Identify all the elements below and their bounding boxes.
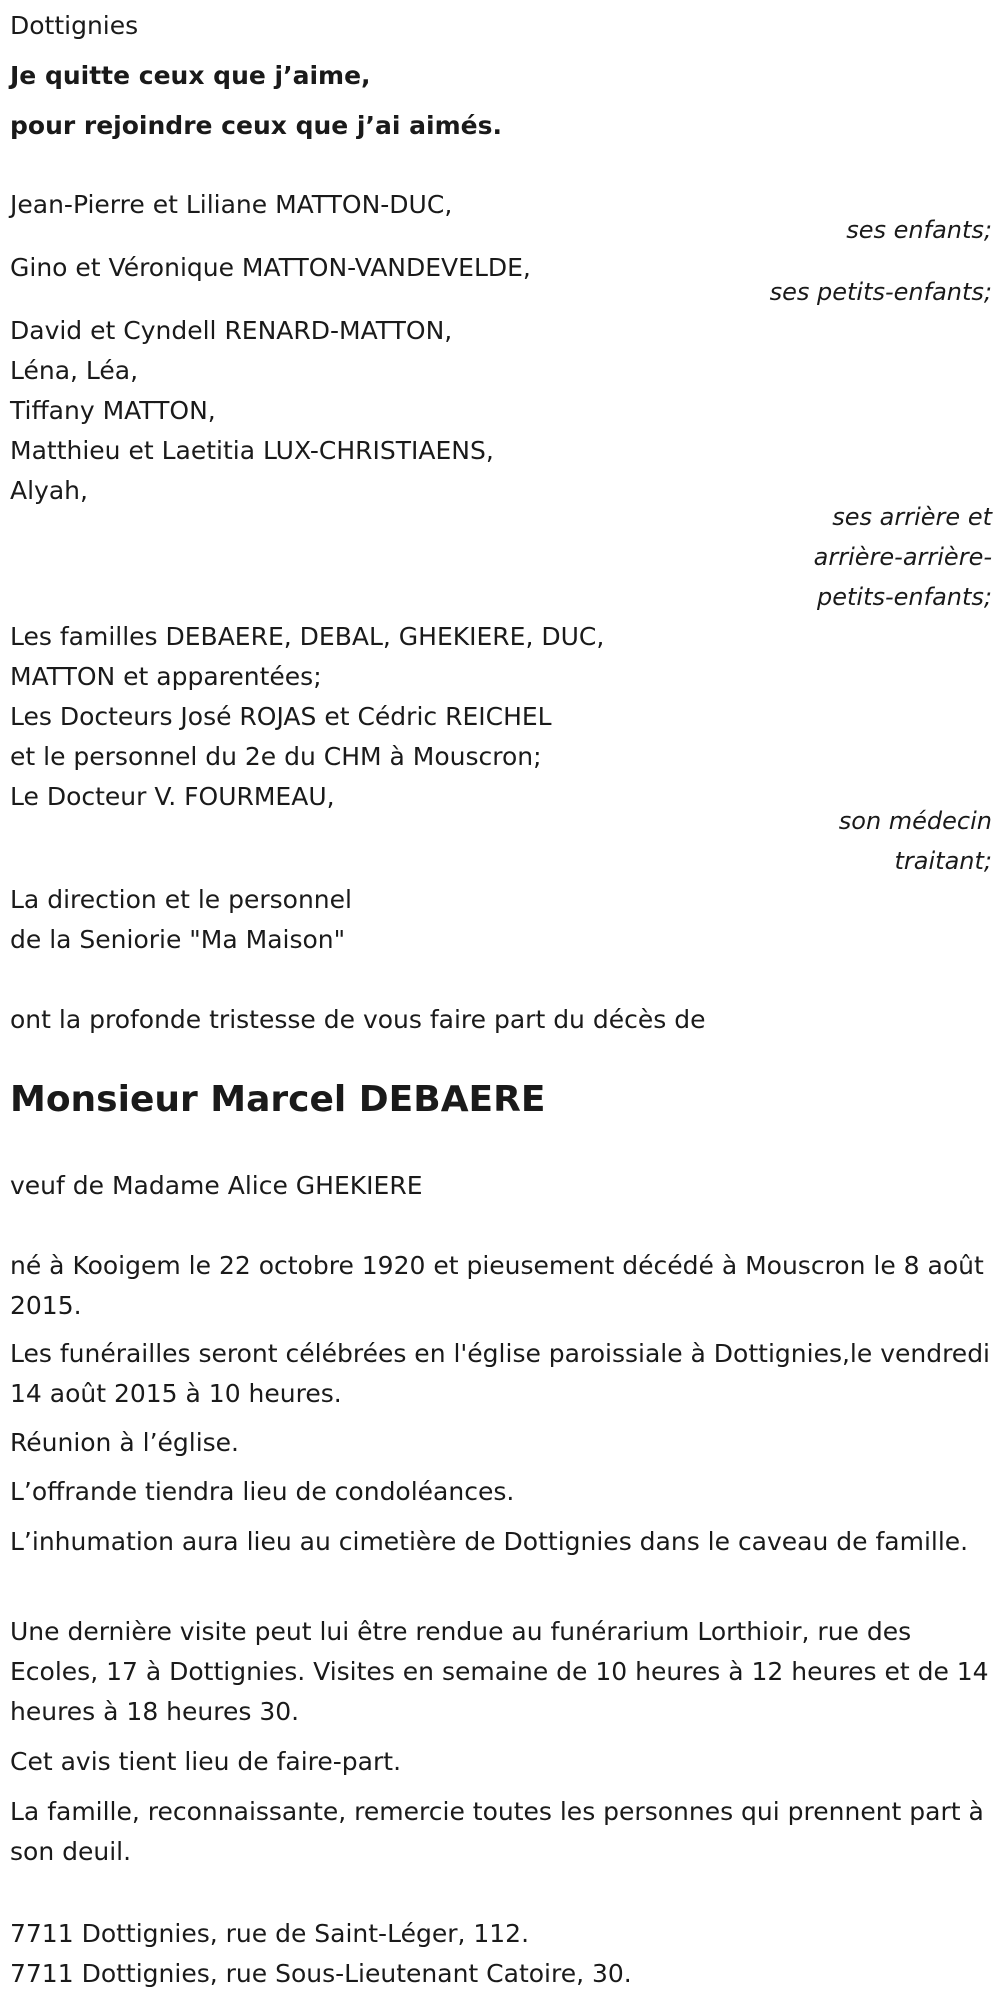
- quote-line-1: Je quitte ceux que j’aime,: [10, 61, 371, 90]
- families-line-1: Les familles DEBAERE, DEBAL, GHEKIERE, DUC,: [10, 622, 605, 651]
- birth-death-paragraph: né à Kooigem le 22 octobre 1920 et pieusement décédé à Mouscron le 8 août 2015.: [10, 1251, 984, 1320]
- widower-line: veuf de Madame Alice GHEKIERE: [10, 1171, 423, 1200]
- great-grandchildren-line-3: Tiffany MATTON,: [10, 396, 216, 425]
- children-names: Jean-Pierre et Liliane MATTON-DUC,: [10, 190, 453, 219]
- great-grandchildren-line-2: Léna, Léa,: [10, 356, 139, 385]
- great-grandchildren-line-5: Alyah,: [10, 476, 88, 505]
- funeral-paragraph: Les funérailles seront célébrées en l'église paroissiale à Dottignies,le vendredi 14 août 2015 à 10 heures.: [10, 1339, 991, 1408]
- doctors-line-1: Les Docteurs José ROJAS et Cédric REICHEL: [10, 702, 552, 731]
- address-line-2: 7711 Dottignies, rue Sous-Lieutenant Catoire, 30.: [10, 1959, 632, 1988]
- thanks-paragraph: La famille, reconnaissante, remercie toutes les personnes qui prennent part à son deuil.: [10, 1797, 984, 1866]
- doctor-name: Le Docteur V. FOURMEAU,: [10, 782, 335, 811]
- doctor-label-2: traitant;: [894, 847, 992, 875]
- great-grandchildren-line-4: Matthieu et Laetitia LUX-CHRISTIAENS,: [10, 436, 494, 465]
- address-line-1: 7711 Dottignies, rue de Saint-Léger, 112.: [10, 1919, 530, 1948]
- great-grandchildren-label-3: petits-enfants;: [817, 583, 992, 611]
- doctors-line-2: et le personnel du 2e du CHM à Mouscron;: [10, 742, 542, 771]
- offering-paragraph: L’offrande tiendra lieu de condoléances.: [10, 1477, 515, 1506]
- visit-paragraph: Une dernière visite peut lui être rendue au funérarium Lorthioir, rue des Ecoles, 17 à Dottignies. Visites en semaine de 10 heures à 12 heures et de 14 heures à 18 heures 30.: [10, 1617, 989, 1726]
- families-line-2: MATTON et apparentées;: [10, 662, 322, 691]
- great-grandchildren-line-1: David et Cyndell RENARD-MATTON,: [10, 316, 453, 345]
- town-name: Dottignies: [10, 11, 139, 40]
- grandchildren-names: Gino et Véronique MATTON-VANDEVELDE,: [10, 253, 531, 282]
- direction-line-2: de la Seniorie "Ma Maison": [10, 925, 346, 954]
- great-grandchildren-label-2: arrière-arrière-: [813, 543, 992, 571]
- grandchildren-label: ses petits-enfants;: [769, 278, 992, 306]
- deceased-name: Monsieur Marcel DEBAERE: [10, 1079, 546, 1120]
- announcement: ont la profonde tristesse de vous faire part du décès de: [10, 1005, 706, 1034]
- great-grandchildren-label-1: ses arrière et: [832, 503, 992, 531]
- children-label: ses enfants;: [846, 216, 992, 244]
- meeting-paragraph: Réunion à l’église.: [10, 1428, 240, 1457]
- quote-line-2: pour rejoindre ceux que j’ai aimés.: [10, 111, 502, 140]
- doctor-label-1: son médecin: [838, 807, 992, 835]
- notice-paragraph: Cet avis tient lieu de faire-part.: [10, 1747, 402, 1776]
- direction-line-1: La direction et le personnel: [10, 885, 352, 914]
- burial-paragraph: L’inhumation aura lieu au cimetière de Dottignies dans le caveau de famille.: [10, 1527, 969, 1556]
